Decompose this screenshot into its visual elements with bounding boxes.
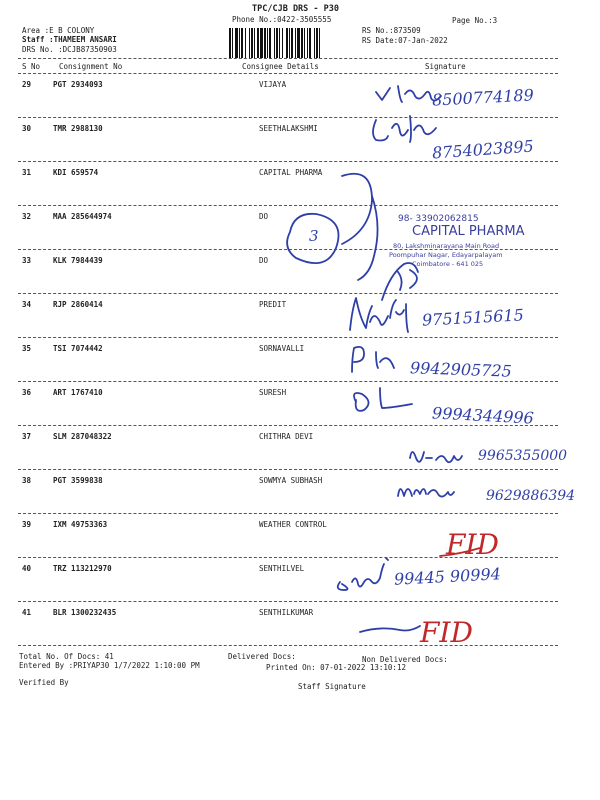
barcode-bar xyxy=(274,28,275,58)
row-consignee: SORNAVALLI xyxy=(259,344,305,353)
slash-mark xyxy=(382,263,418,300)
phone-number: Phone No.:0422-3505555 xyxy=(232,15,332,24)
drs-number: DRS No. :DCJB87350903 xyxy=(22,45,117,54)
verified-by: Verified By xyxy=(19,678,69,687)
row-consignee: SURESH xyxy=(259,388,287,397)
row-sno: 36 xyxy=(22,388,32,397)
rs-number: RS No.:873509 xyxy=(362,26,421,35)
row-consignment: TSI 7074442 xyxy=(53,344,103,353)
signature-36 xyxy=(354,388,412,411)
signature-30 xyxy=(373,116,436,142)
row-consignee: DO xyxy=(259,256,269,265)
row-consignee: CHITHRA DEVI xyxy=(259,432,314,441)
circled-number: 3 xyxy=(309,227,319,245)
row-sno: 35 xyxy=(22,344,32,353)
row-consignment: BLR 1300232435 xyxy=(53,608,117,617)
loop-signature xyxy=(287,174,377,280)
row-divider xyxy=(18,425,558,426)
barcode-bar xyxy=(267,28,268,58)
col-sno: S No xyxy=(22,62,41,71)
staff-label: Staff :THAMEEM ANSARI xyxy=(22,35,117,44)
col-signature: Signature xyxy=(425,62,466,71)
barcode-bar xyxy=(309,28,311,58)
row-divider xyxy=(18,205,558,206)
row-divider xyxy=(18,469,558,470)
stamp-phone: 98- 33902062815 xyxy=(398,214,479,224)
phone-38: 9629886394 xyxy=(486,488,576,504)
row-consignment: SLM 287048322 xyxy=(53,432,112,441)
barcode-bar xyxy=(264,28,266,58)
barcode-bar xyxy=(229,28,231,58)
barcode-bar xyxy=(276,28,278,58)
header-divider-bottom xyxy=(18,73,558,74)
barcode-bar xyxy=(235,28,238,58)
row-consignment: RJP 2860414 xyxy=(53,300,103,309)
row-sno: 30 xyxy=(22,124,32,133)
row-divider xyxy=(18,381,558,382)
row-sno: 32 xyxy=(22,212,32,221)
total-docs: Total No. Of Docs: 41 xyxy=(19,652,114,661)
row-sno: 31 xyxy=(22,168,32,177)
barcode-bar xyxy=(304,28,305,58)
row-divider xyxy=(18,601,558,602)
row-consignee: PREDIT xyxy=(259,300,287,309)
barcode-bar xyxy=(279,28,280,58)
col-consignee: Consignee Details xyxy=(242,62,319,71)
barcode-bar xyxy=(295,28,296,58)
row-divider xyxy=(18,293,558,294)
phone-29: 8500774189 xyxy=(431,85,535,110)
row-consignee: WEATHER CONTROL xyxy=(259,520,327,529)
row-consignment: ART 1767410 xyxy=(53,388,103,397)
row-consignment: KDI 659574 xyxy=(53,168,99,177)
barcode-bar xyxy=(245,28,246,58)
row-consignee: SEETHALAKSHMI xyxy=(259,124,318,133)
barcode-bar xyxy=(254,28,255,58)
row-consignment: TRZ 113212970 xyxy=(53,564,112,573)
row-sno: 41 xyxy=(22,608,32,617)
non-delivered-docs: Non Delivered Docs: xyxy=(362,655,448,664)
row-consignment: KLK 7984439 xyxy=(53,256,103,265)
phone-37: 9965355000 xyxy=(478,448,568,464)
row-consignment: MAA 285644974 xyxy=(53,212,112,221)
fid-mark-1: FID xyxy=(446,528,499,561)
barcode-bar xyxy=(319,28,320,58)
signature-37 xyxy=(410,452,462,462)
stamp-address-2: Poompuhar Nagar, Edayarpalayam xyxy=(389,251,503,259)
row-consignee: SOWMYA SUBHASH xyxy=(259,476,323,485)
barcode-bar xyxy=(282,28,283,58)
barcode-bar xyxy=(251,28,253,58)
signature-38 xyxy=(398,489,454,497)
row-sno: 38 xyxy=(22,476,32,485)
printed-on: Printed On: 07-01-2022 13:10:12 xyxy=(266,663,406,672)
barcode-bar xyxy=(269,28,271,58)
phone-30: 8754023895 xyxy=(431,136,535,163)
area-label: Area :E B COLONY xyxy=(22,26,95,35)
row-sno: 40 xyxy=(22,564,32,573)
row-consignment: TMR 2988130 xyxy=(53,124,103,133)
signature-35 xyxy=(352,347,394,372)
row-consignee: SENTHILVEL xyxy=(259,564,305,573)
rs-date: RS Date:07-Jan-2022 xyxy=(362,36,448,45)
row-consignee: SENTHILKUMAR xyxy=(259,608,314,617)
fid-mark-2: FID xyxy=(420,616,473,649)
document-title: TPC/CJB DRS - P30 xyxy=(252,4,339,14)
staff-signature-label: Staff Signature xyxy=(298,682,366,691)
barcode-bar xyxy=(241,28,243,58)
header-divider-top xyxy=(18,58,558,59)
phone-35: 9942905725 xyxy=(409,358,513,381)
row-consignment: IXM 49753363 xyxy=(53,520,108,529)
row-consignee: CAPITAL PHARMA xyxy=(259,168,323,177)
row-consignee: DO xyxy=(259,212,269,221)
phone-34: 9751515615 xyxy=(421,305,525,330)
bottom-scribble xyxy=(360,626,420,632)
barcode-bar xyxy=(286,28,288,58)
phone-40: 99445 90994 xyxy=(393,564,502,589)
barcode-bar xyxy=(260,28,263,58)
row-divider xyxy=(18,337,558,338)
row-sno: 29 xyxy=(22,80,32,89)
barcode-bar xyxy=(307,28,308,58)
row-divider xyxy=(18,513,558,514)
col-consignment: Consignment No xyxy=(59,62,123,71)
row-consignment: PGT 3599838 xyxy=(53,476,103,485)
barcode-bar xyxy=(314,28,315,58)
delivered-docs: Delivered Docs: xyxy=(228,652,296,661)
barcode-bar xyxy=(297,28,300,58)
barcode-bar xyxy=(232,28,233,58)
row-consignee: VIJAYA xyxy=(259,80,287,89)
barcode-bar xyxy=(291,28,293,58)
row-consignment: PGT 2934093 xyxy=(53,80,103,89)
stamp-address-3: Coimbatore - 641 025 xyxy=(412,260,484,268)
signature-34 xyxy=(350,298,408,332)
signature-40 xyxy=(338,558,388,590)
stamp-company: CAPITAL PHARMA xyxy=(412,224,525,239)
row-divider xyxy=(18,645,558,646)
barcode-bar xyxy=(239,28,240,58)
barcode-bar xyxy=(316,28,318,58)
page-number: Page No.:3 xyxy=(452,16,498,25)
row-sno: 34 xyxy=(22,300,32,309)
row-divider xyxy=(18,161,558,162)
stamp-address-1: 80, Lakshminarayana Main Road xyxy=(393,242,500,250)
row-divider xyxy=(18,117,558,118)
row-sno: 37 xyxy=(22,432,32,441)
barcode-bar xyxy=(289,28,290,58)
barcode-bar xyxy=(257,28,259,58)
entered-by: Entered By :PRIYAP30 1/7/2022 1:10:00 PM xyxy=(19,661,200,670)
row-sno: 39 xyxy=(22,520,32,529)
barcode-bar xyxy=(249,28,250,58)
barcode xyxy=(229,28,350,58)
barcode-bar xyxy=(301,28,303,58)
phone-36: 9994344996 xyxy=(431,403,535,428)
row-sno: 33 xyxy=(22,256,32,265)
